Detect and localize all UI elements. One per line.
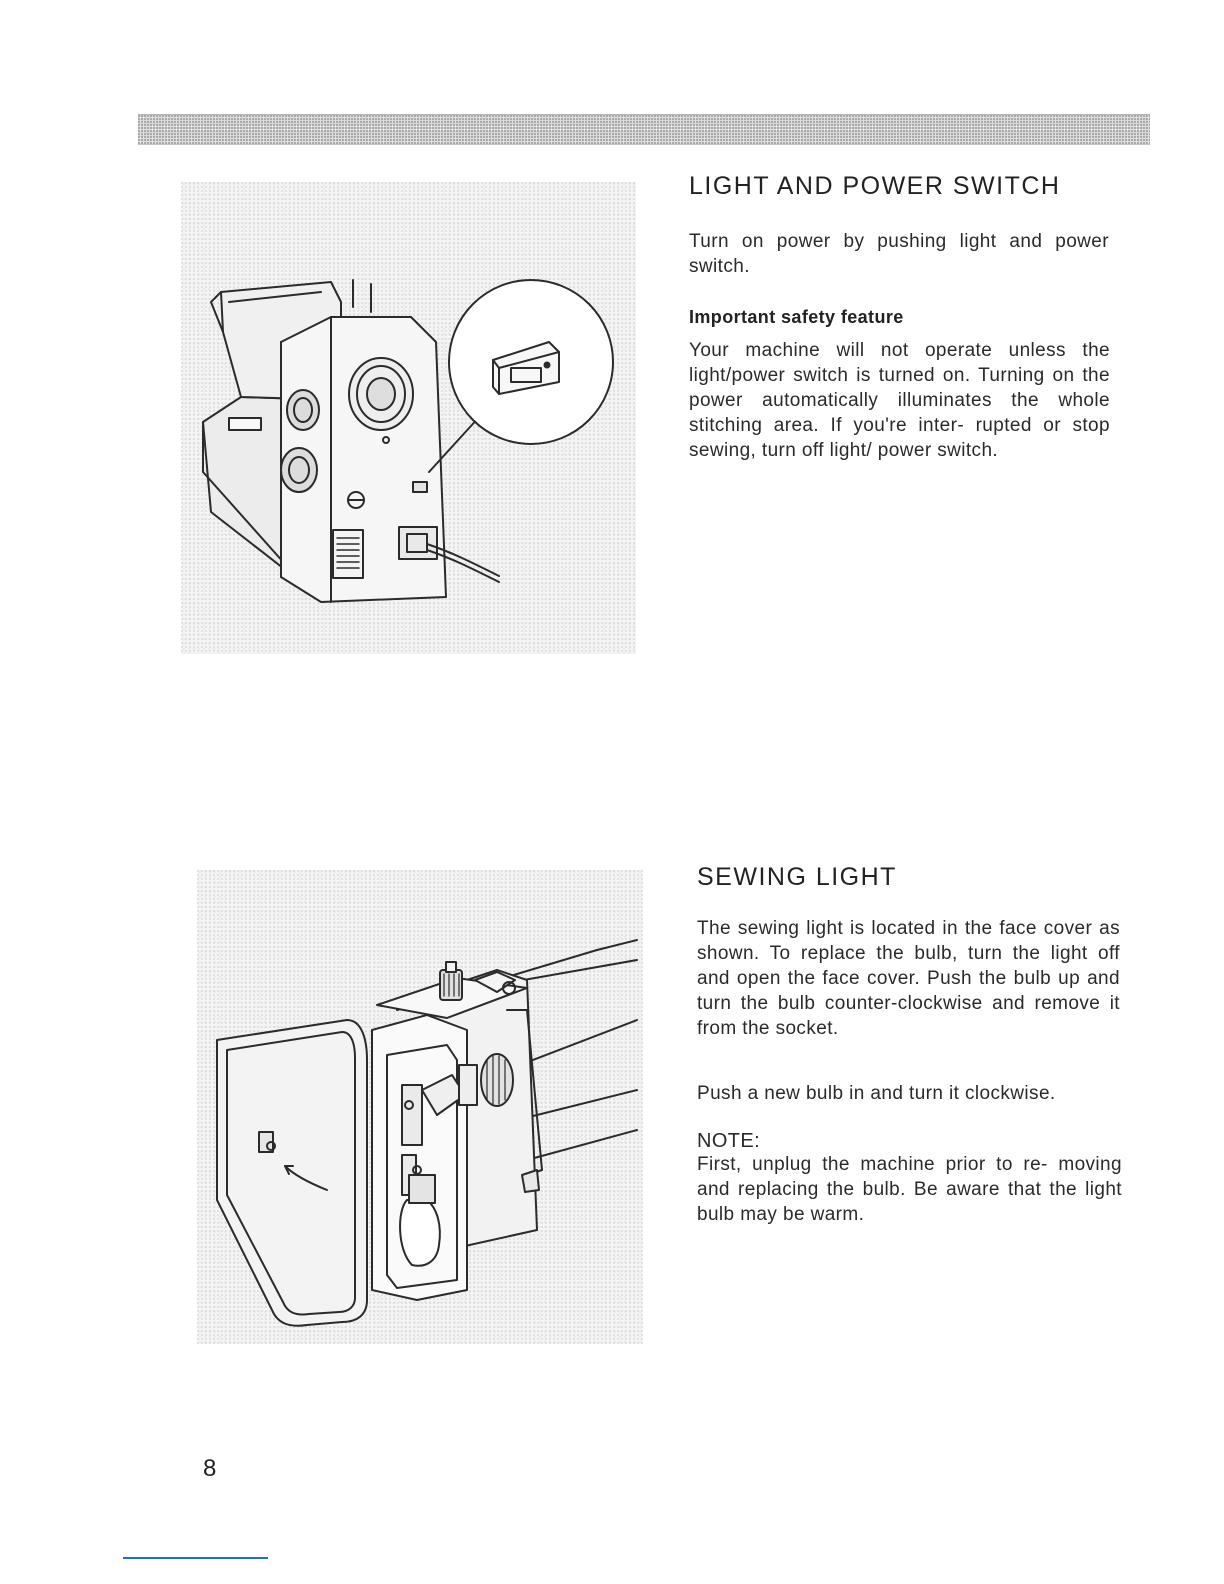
power-switch-title: LIGHT AND POWER SWITCH (689, 172, 1061, 200)
note-text: First, unplug the machine prior to re- moving and replacing the bulb. Be aware that the light bulb may be warm. (697, 1154, 1122, 1225)
safety-feature-heading: Important safety feature (689, 307, 904, 327)
sewing-light-illustration (197, 870, 643, 1344)
note-label: NOTE: (697, 1130, 761, 1152)
sewing-light-title: SEWING LIGHT (697, 863, 897, 891)
sewing-light-replace-text: Push a new bulb in and turn it clockwise. (697, 1083, 1056, 1104)
header-rule (138, 114, 1150, 145)
safety-feature-text: Your machine will not operate unless the light/power switch is turned on. Turning on the power automatically illuminates the whole stitching area. If you're inter- rupted or stop sewing, turn off light/ power switch. (689, 340, 1110, 461)
footer-link-underline (123, 1557, 268, 1559)
page-number: 8 (203, 1455, 217, 1482)
power-switch-illustration (181, 182, 636, 654)
sewing-light-body: The sewing light is located in the face cover as shown. To replace the bulb, turn the light off and open the face cover. Push the bulb up and turn the bulb counter-clockwise and remove it from the socket. (697, 918, 1120, 1039)
power-switch-intro: Turn on power by pushing light and power switch. (689, 231, 1109, 277)
